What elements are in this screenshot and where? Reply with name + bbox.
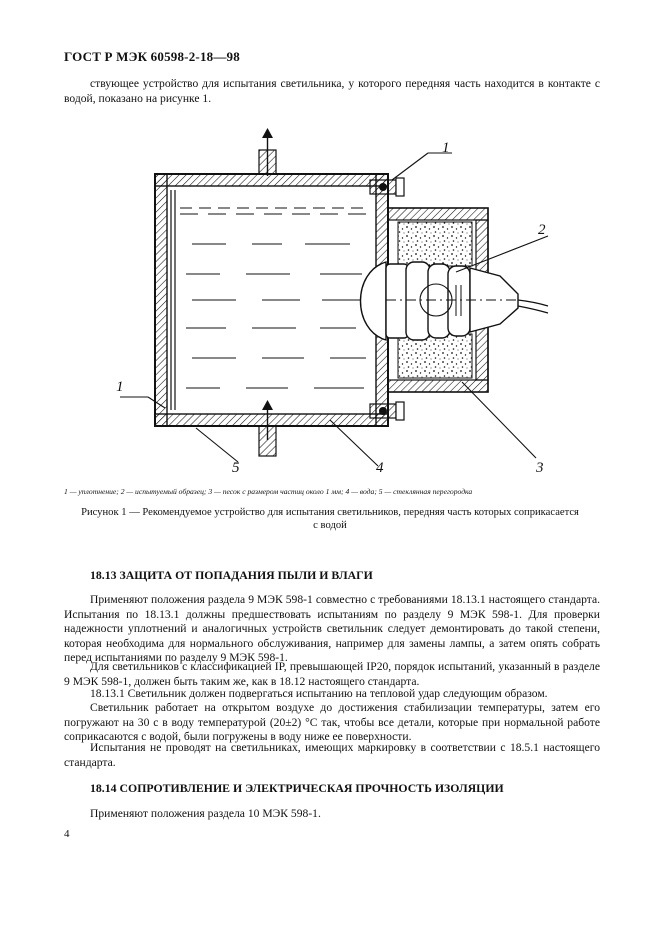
callout-seal-left: 1 (116, 379, 124, 395)
callout-seal-top: 1 (442, 140, 450, 156)
callout-glass: 5 (232, 460, 240, 476)
callout-sample: 2 (538, 222, 546, 238)
section-18-13-paragraph-2: Для светильников с классификацией IP, превышающей IP20, порядок испытаний, указанный в разделе 9 МЭК 598-1, должен быть таким же, как в 18.12 настоящего стандарта. (64, 660, 600, 688)
section-18-13-paragraph-1: Применяют положения раздела 9 МЭК 598-1 совместно с требованиями 18.13.1 настоящего стандарта. Испытания по 18.13.1 должны предшествовать испытаниям по разделу 9 МЭК 598-1. Для проверки надежности уплотнений и аналогичных устройств светильник следует демонтировать до такой степени, которая необходима для нормального обслуживания, например для замены лампы, а затем опять собрать перед испытаниями по разделу 9 МЭК 598-1. (64, 593, 600, 665)
section-18-13-paragraph-4: Светильник работает на открытом воздухе до достижения стабилизации температуры, затем его погружают на 30 с в воду температурой (20±2) °С так, чтобы все детали, которые при нормальной работе соприкасаются с водой, были погружены в воду ниже ее поверхности. (64, 701, 600, 744)
page-number: 4 (64, 828, 70, 840)
figure-legend: 1 — уплотнение; 2 — испытуемый образец; 3 — песок с размером частиц около 1 мм; 4 — вода; 5 — стеклянная перегородка (64, 487, 473, 496)
section-18-13-paragraph-5: Испытания не проводят на светильниках, имеющих маркировку в соответствии с 18.5.1 настоящего стандарта. (64, 741, 600, 769)
section-18-14-paragraph-1: Применяют положения раздела 10 МЭК 598-1. (90, 807, 321, 820)
section-18-14-heading: 18.14 СОПРОТИВЛЕНИЕ И ЭЛЕКТРИЧЕСКАЯ ПРОЧНОСТЬ ИЗОЛЯЦИИ (90, 781, 504, 795)
document-header: ГОСТ Р МЭК 60598-2-18—98 (64, 49, 240, 64)
water-lines (180, 208, 370, 388)
callout-water: 4 (376, 460, 384, 476)
section-18-13-heading: 18.13 ЗАЩИТА ОТ ПОПАДАНИЯ ПЫЛИ И ВЛАГИ (90, 568, 373, 582)
intro-paragraph: ствующее устройство для испытания светильника, у которого передняя часть находится в контакте с водой, показано на рисунке 1. (64, 77, 600, 105)
test-sample (361, 262, 549, 340)
callout-sand: 3 (536, 460, 544, 476)
figure-caption: Рисунок 1 — Рекомендуемое устройство для испытания светильников, передняя часть которых соприкасается с водой (81, 507, 579, 531)
section-18-13-1-title: 18.13.1 Светильник должен подвергаться испытанию на тепловой удар следующим образом. (90, 687, 548, 700)
